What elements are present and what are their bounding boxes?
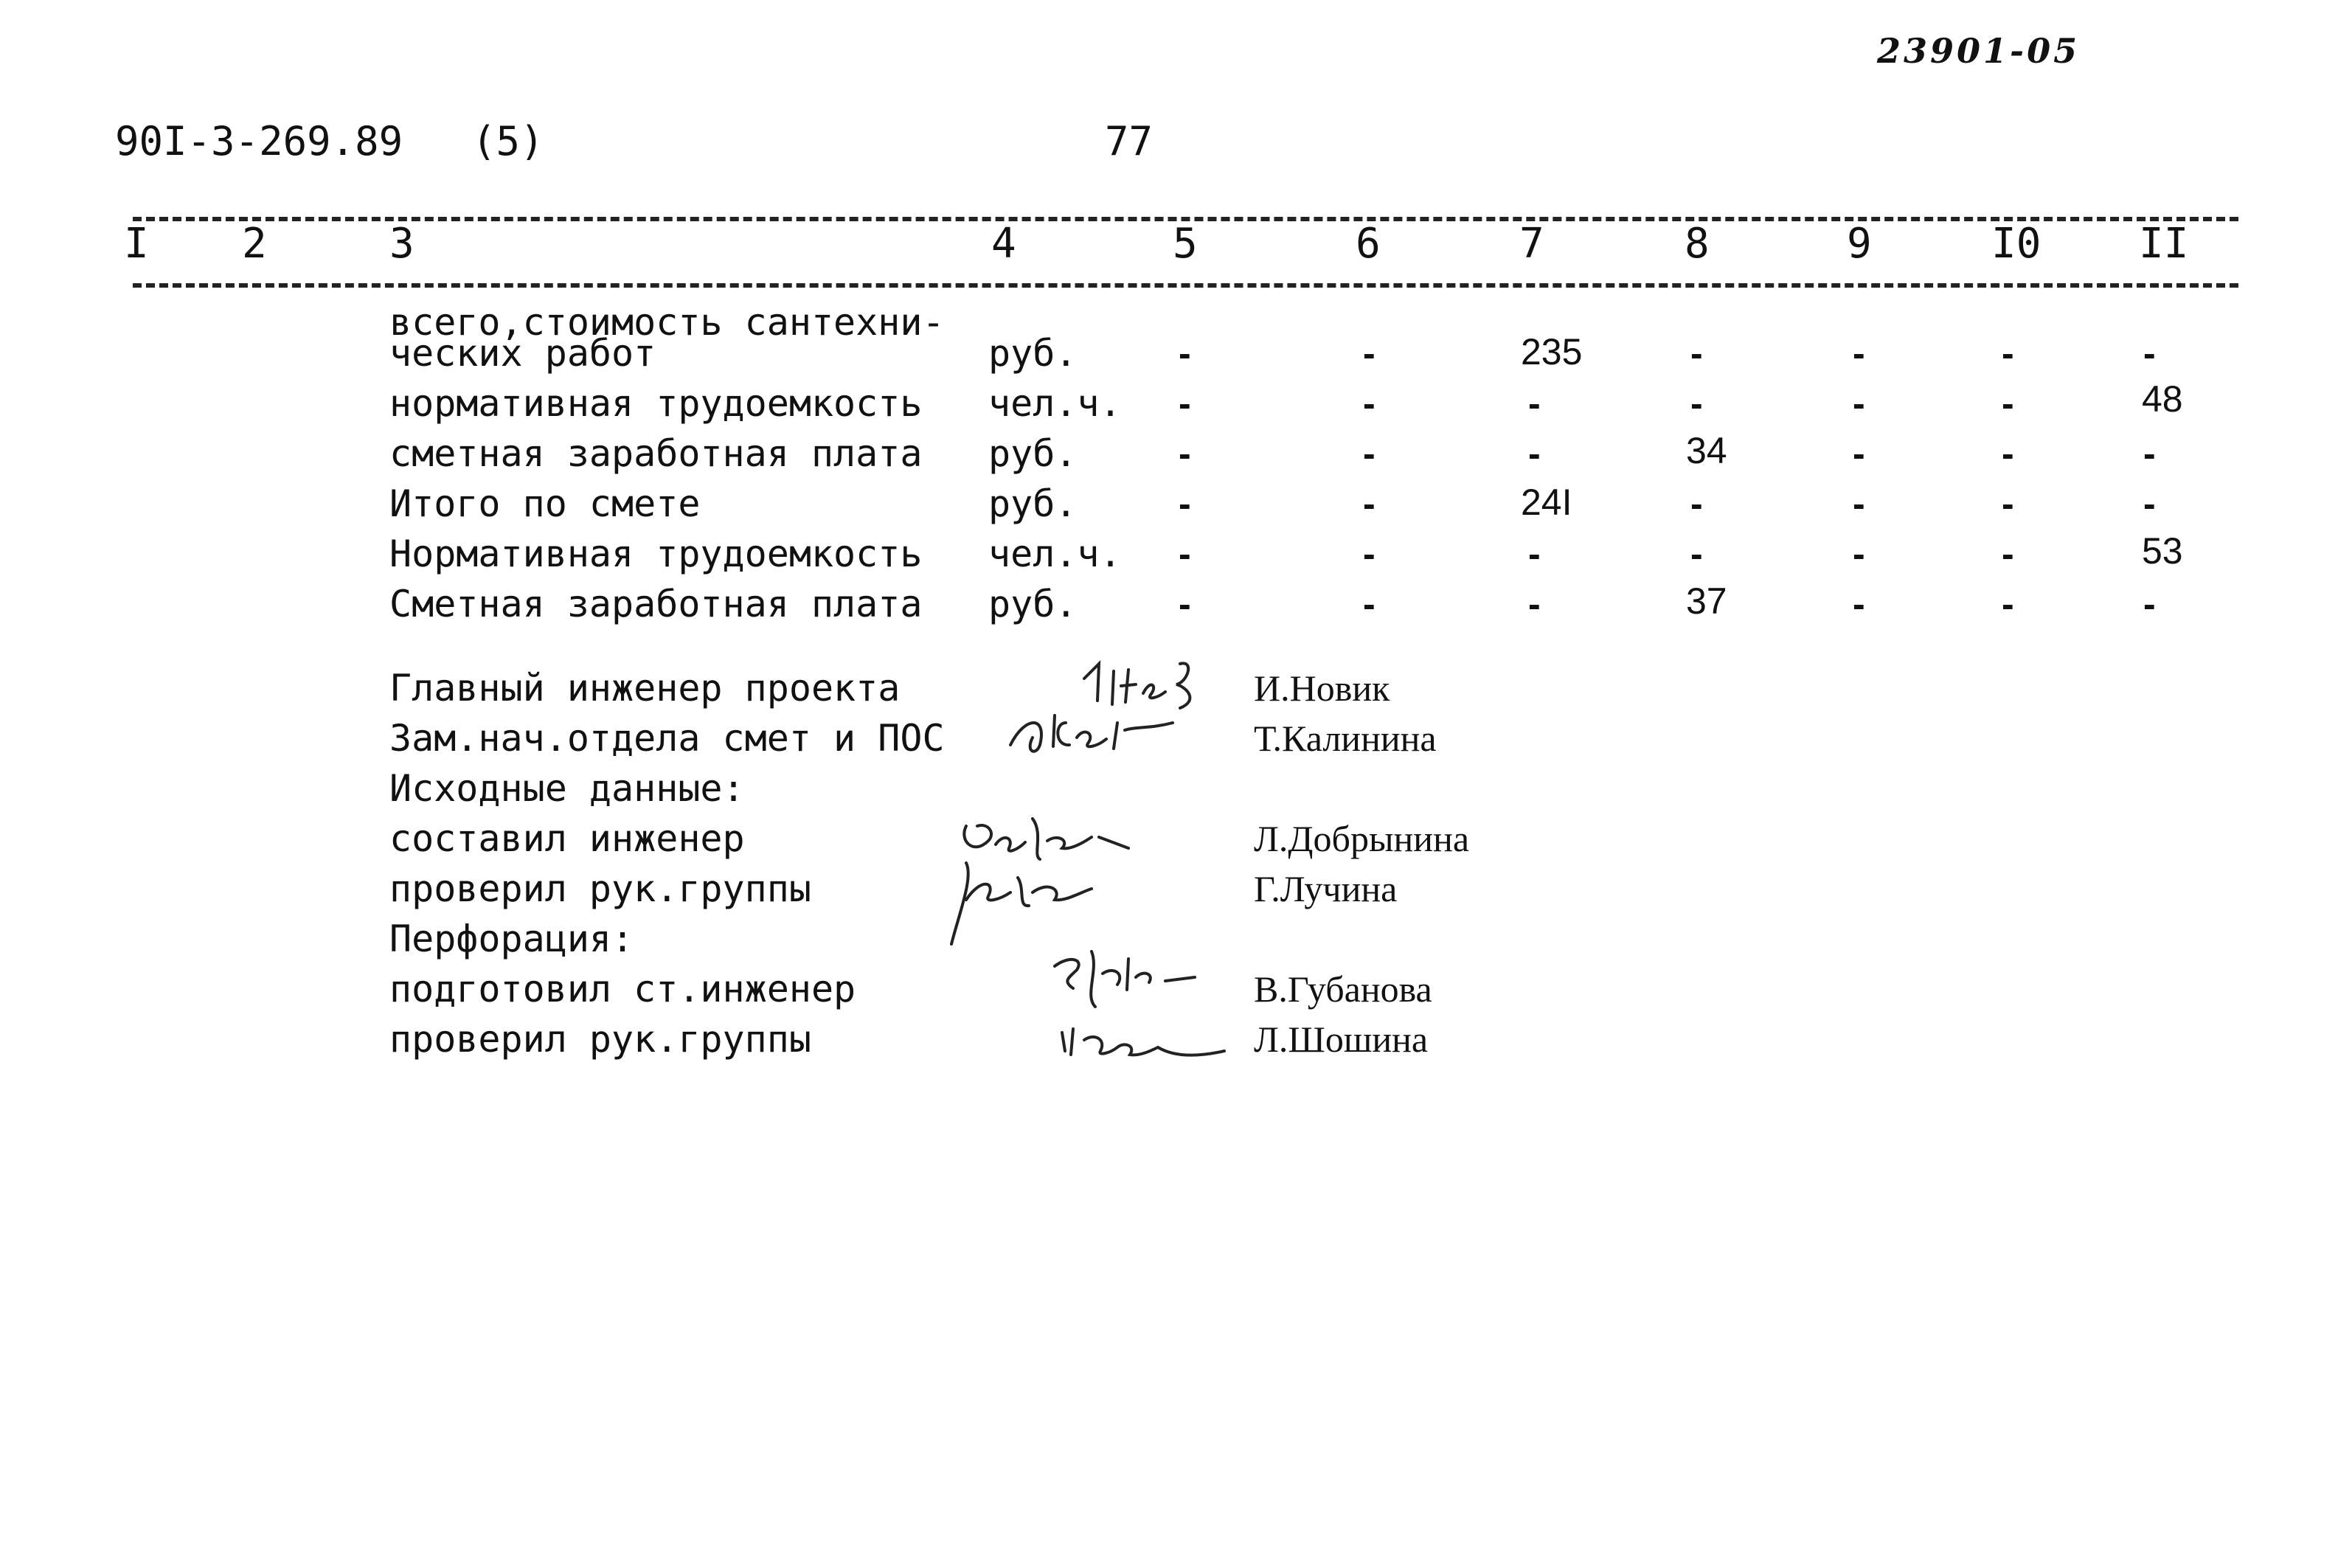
column-header-11: II — [2139, 220, 2189, 268]
row-6-col-7: - — [1528, 583, 1541, 625]
signature-name-4: Л.Добрынина — [1254, 818, 1470, 859]
row-1-unit: руб. — [988, 332, 1078, 375]
signature-section-perforation: Перфорация: — [389, 917, 634, 960]
row-5-col-7: - — [1528, 533, 1541, 575]
column-header-7: 7 — [1519, 220, 1544, 268]
row-5-description: Нормативная трудоемкость — [389, 533, 923, 575]
row-6-col-10: - — [2002, 583, 2014, 625]
signature-name-7: В.Губанова — [1254, 968, 1432, 1010]
row-4-unit: руб. — [988, 482, 1078, 525]
signature-post-8: проверил рук.группы — [389, 1018, 811, 1061]
column-header-10: I0 — [1991, 220, 2041, 268]
row-1-col-8: - — [1690, 333, 1703, 374]
row-6-col-11: - — [2143, 583, 2156, 625]
handwritten-signature-8 — [1055, 1010, 1232, 1069]
row-1-col-11: - — [2143, 333, 2156, 374]
row-6-col-8: 37 — [1686, 580, 1727, 622]
row-3-col-10: - — [2002, 433, 2014, 474]
column-header-8: 8 — [1685, 220, 1710, 268]
row-3-col-9: - — [1853, 433, 1865, 474]
handwritten-signature-2 — [996, 701, 1187, 760]
row-3-col-6: - — [1363, 433, 1376, 474]
row-4-description: Итого по смете — [389, 482, 701, 525]
row-3-unit: руб. — [988, 432, 1078, 475]
signature-name-1: И.Новик — [1254, 667, 1390, 709]
row-3-col-11: - — [2143, 433, 2156, 474]
row-2-col-6: - — [1363, 383, 1376, 424]
row-2-col-10: - — [2002, 383, 2014, 424]
signature-name-8: Л.Шошина — [1254, 1019, 1429, 1060]
row-5-col-5: - — [1179, 533, 1191, 575]
signature-post-2: Зам.нач.отдела смет и ПОС — [389, 717, 945, 760]
stamp-number: 23901-05 — [1877, 31, 2081, 71]
signature-name-2: Т.Калинина — [1254, 718, 1437, 759]
column-header-2: 2 — [242, 220, 267, 268]
column-header-1: I — [124, 220, 149, 268]
row-1-description-line-2: ческих работ — [389, 332, 656, 375]
signature-name-5: Г.Лучина — [1254, 868, 1398, 909]
column-header-4: 4 — [991, 220, 1016, 268]
row-1-col-5: - — [1179, 333, 1191, 374]
row-2-col-11: 48 — [2142, 378, 2183, 420]
row-1-col-10: - — [2002, 333, 2014, 374]
row-2-unit: чел.ч. — [988, 382, 1122, 425]
row-6-col-9: - — [1853, 583, 1865, 625]
row-3-description: сметная заработная плата — [389, 432, 923, 475]
row-4-col-8: - — [1690, 483, 1703, 524]
signature-post-7: подготовил ст.инженер — [389, 968, 856, 1010]
row-5-col-11: 53 — [2142, 530, 2183, 572]
column-header-9: 9 — [1847, 220, 1872, 268]
handwritten-signature-7 — [1040, 937, 1202, 1018]
row-1-description-line-1: всего,стоимость сантехни- — [389, 301, 945, 344]
row-5-col-6: - — [1363, 533, 1376, 575]
row-2-col-5: - — [1179, 383, 1191, 424]
row-4-col-11: - — [2143, 483, 2156, 524]
row-4-col-6: - — [1363, 483, 1376, 524]
row-1-col-9: - — [1853, 333, 1865, 374]
signature-post-4: составил инженер — [389, 817, 745, 860]
page-number: 77 — [1105, 118, 1154, 164]
column-header-5: 5 — [1173, 220, 1198, 268]
row-6-col-6: - — [1363, 583, 1376, 625]
row-2-description: нормативная трудоемкость — [389, 382, 923, 425]
row-3-col-7: - — [1528, 433, 1541, 474]
row-5-unit: чел.ч. — [988, 533, 1122, 575]
column-header-6: 6 — [1356, 220, 1381, 268]
row-5-col-9: - — [1853, 533, 1865, 575]
row-5-col-10: - — [2002, 533, 2014, 575]
table-header-bottom-rule — [133, 283, 2238, 288]
handwritten-signature-5 — [944, 848, 1106, 951]
row-1-col-7: 235 — [1521, 331, 1583, 372]
signature-post-1: Главный инженер проекта — [389, 667, 901, 710]
row-6-col-5: - — [1179, 583, 1191, 625]
row-3-col-5: - — [1179, 433, 1191, 474]
row-6-description: Сметная заработная плата — [389, 583, 923, 625]
signature-post-5: проверил рук.группы — [389, 867, 811, 910]
row-4-col-5: - — [1179, 483, 1191, 524]
row-2-col-8: - — [1690, 383, 1703, 424]
row-3-col-8: 34 — [1686, 430, 1727, 471]
row-2-col-9: - — [1853, 383, 1865, 424]
signature-section-source-data: Исходные данные: — [389, 767, 745, 810]
row-4-col-10: - — [2002, 483, 2014, 524]
document-number: 90I-3-269.89 — [115, 118, 403, 164]
row-4-col-9: - — [1853, 483, 1865, 524]
row-1-col-6: - — [1363, 333, 1376, 374]
row-2-col-7: - — [1528, 383, 1541, 424]
row-4-col-7: 24I — [1521, 482, 1572, 523]
row-6-unit: руб. — [988, 583, 1078, 625]
row-5-col-8: - — [1690, 533, 1703, 575]
column-header-3: 3 — [389, 220, 414, 268]
sheet-number: (5) — [472, 118, 544, 164]
